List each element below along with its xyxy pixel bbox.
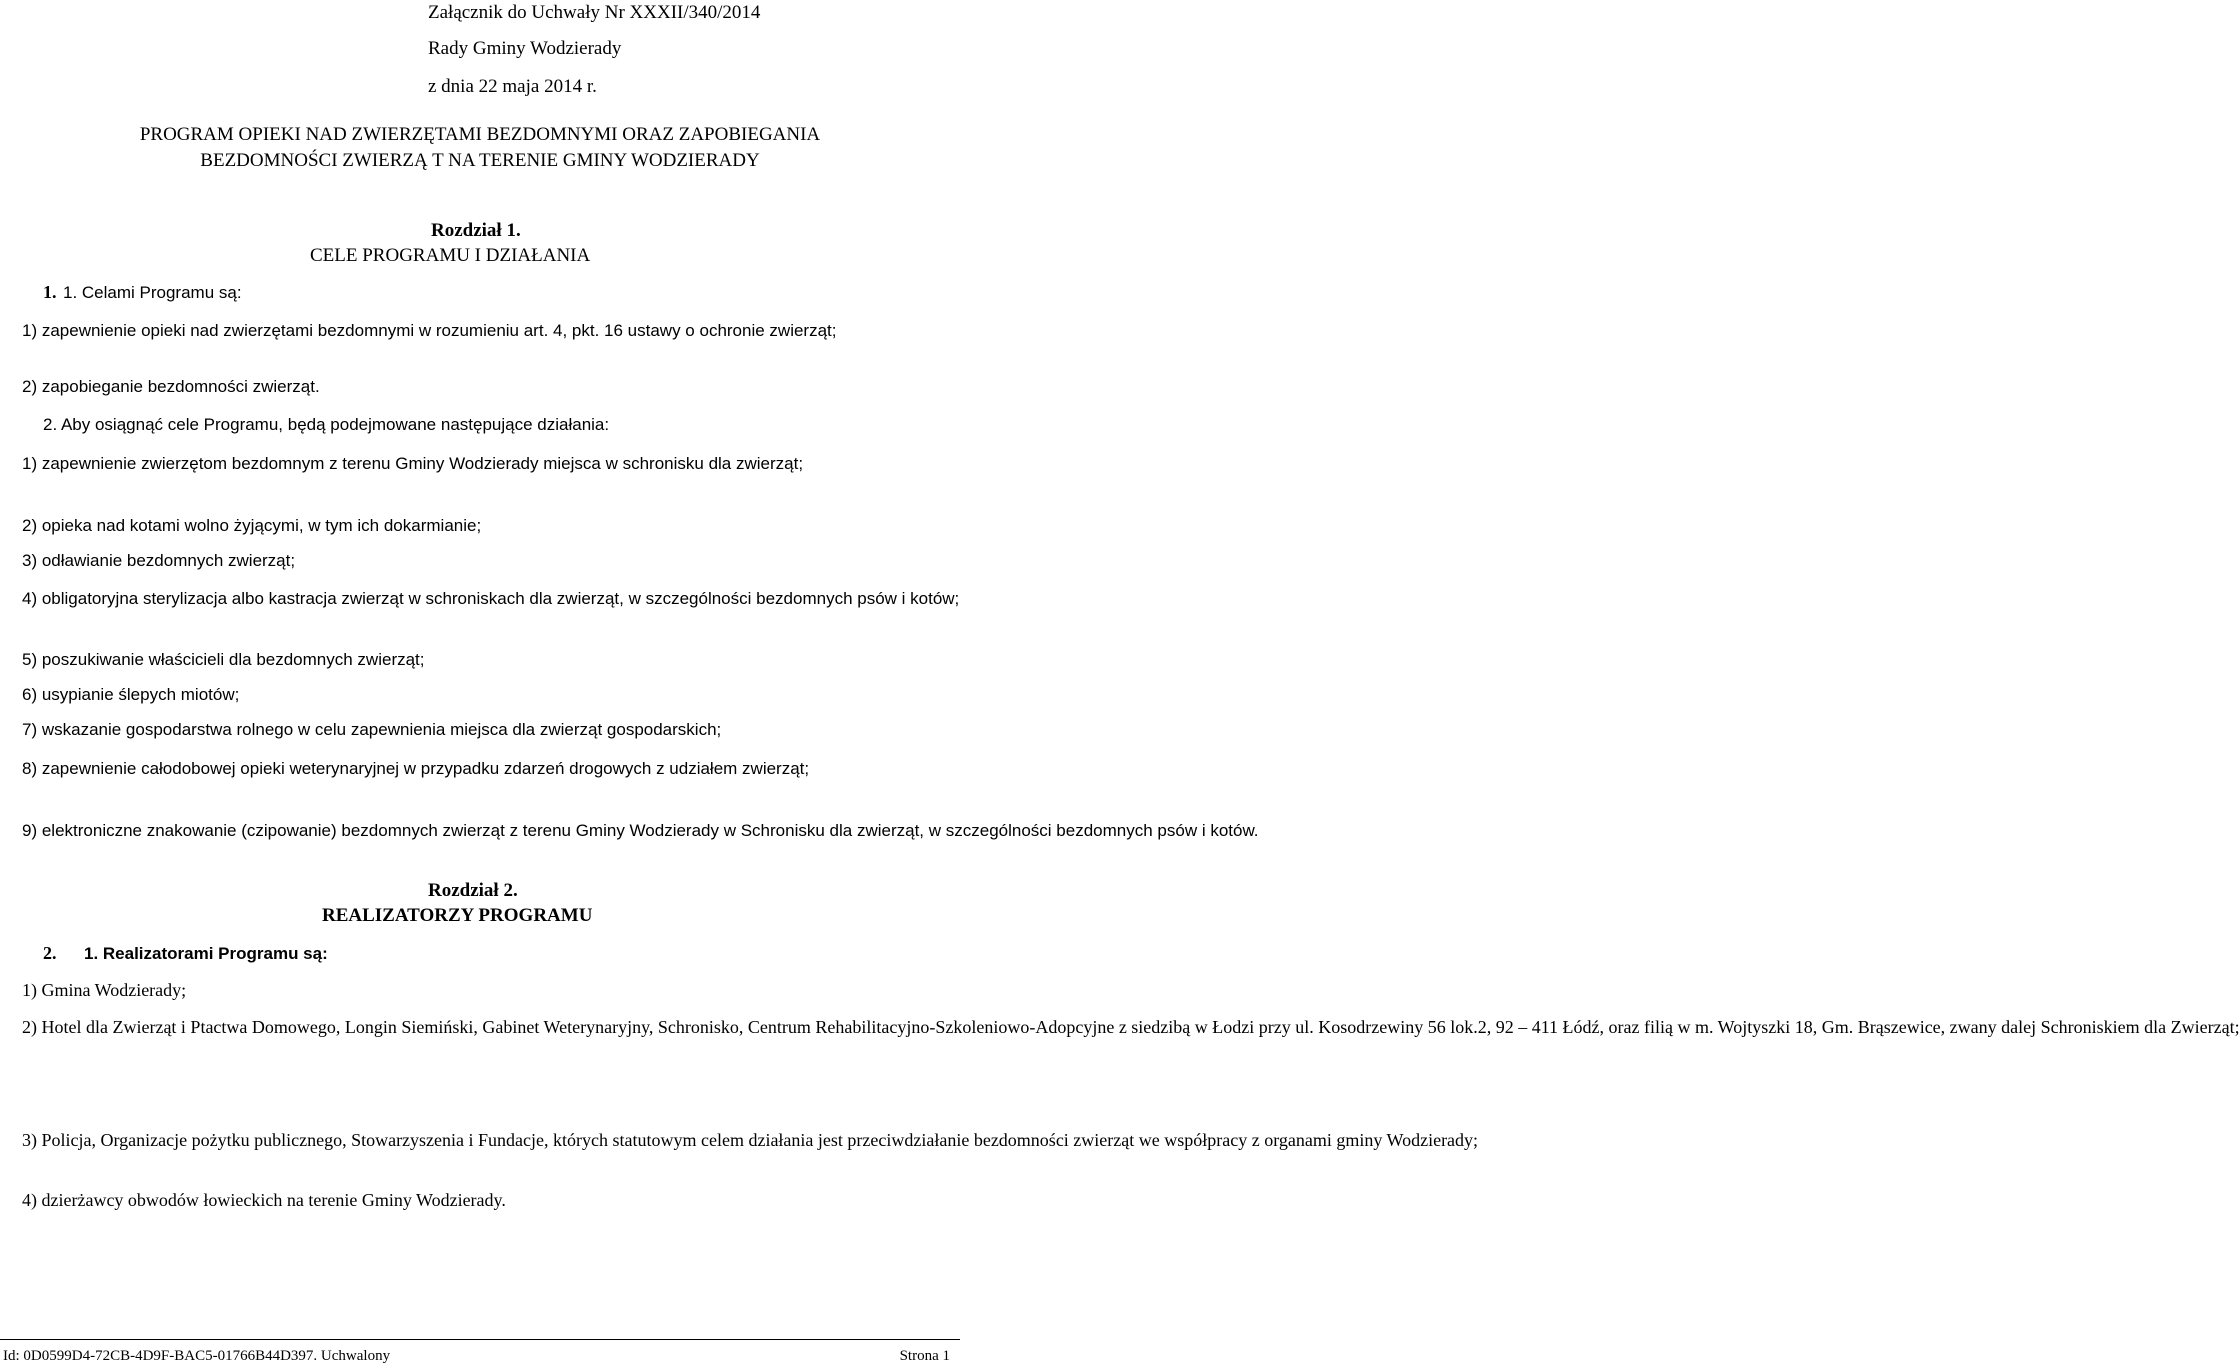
council-name: Rady Gminy Wodzierady	[428, 38, 622, 59]
chapter1-title: CELE PROGRAMU I DZIAŁANIA	[310, 245, 591, 266]
chapter2-label: Rozdział 2.	[428, 880, 518, 901]
section-2-number: 2.	[43, 943, 57, 963]
entity-item-1: 1) Gmina Wodzierady;	[22, 980, 187, 1000]
section-2-realizers-lead	[84, 943, 328, 964]
section-2-lead: 2. Aby osiągnąć cele Programu, będą podejmowane następujące działania:	[43, 415, 610, 434]
entity-item-3: 3) Policja, Organizacje pożytku publicznego, Stowarzyszenia i Fundacje, których statutowym celem działania jest przeciwdziałanie bezdomności zwierząt we współpracy z organami gminy Wodzierady;	[22, 1130, 1479, 1150]
entity-item-2: 2) Hotel dla Zwierząt i Ptactwa Domowego, Longin Siemiński, Gabinet Weterynaryjny, Schronisko, Centrum Rehabilitacyjno-Szkoleniowo-Adopcyjne z siedzibą w Łodzi przy ul. Kosodrzewiny 56 lok.2, 92 – 411 Łódź, oraz filią w m. Wojtyszki 18, Gm. Brąszewice, zwany dalej Schroniskiem dla Zwierząt;	[22, 1017, 2240, 1037]
section-1-lead: 1. Celami Programu są:	[63, 283, 242, 302]
section-1-number: 1.	[43, 282, 57, 302]
action-item-7: 7) wskazanie gospodarstwa rolnego w celu zapewnienia miejsca dla zwierząt gospodarskich;	[22, 720, 722, 739]
action-item-3: 3) odławianie bezdomnych zwierząt;	[22, 551, 296, 570]
resolution-date: z dnia 22 maja 2014 r.	[428, 76, 597, 97]
action-item-2: 2) opieka nad kotami wolno żyjącymi, w tym ich dokarmianie;	[22, 516, 482, 535]
action-item-5: 5) poszukiwanie właścicieli dla bezdomnych zwierząt;	[22, 650, 425, 669]
action-item-9: 9) elektroniczne znakowanie (czipowanie) bezdomnych zwierząt z terenu Gminy Wodzierady w Schronisku dla zwierząt, w szczególności bezdomnych psów i kotów.	[22, 821, 1259, 840]
goal-item-1: 1) zapewnienie opieki nad zwierzętami bezdomnymi w rozumieniu art. 4, pkt. 16 ustawy o ochronie zwierząt;	[22, 321, 837, 340]
entity-item-4: 4) dzierżawcy obwodów łowieckich na terenie Gminy Wodzierady.	[22, 1190, 506, 1210]
footer-divider	[0, 1339, 960, 1340]
document-id: Id: 0D0599D4-72CB-4D9F-BAC5-01766B44D397. Uchwalony	[3, 1348, 391, 1364]
action-item-8: 8) zapewnienie całodobowej opieki weterynaryjnej w przypadku zdarzeń drogowych z udziałem zwierząt;	[22, 759, 810, 778]
document-title-line2: BEZDOMNOŚCI ZWIERZĄ T NA TERENIE GMINY WODZIERADY	[200, 150, 760, 171]
action-item-6: 6) usypianie ślepych miotów;	[22, 685, 240, 704]
attachment-reference: Załącznik do Uchwały Nr XXXII/340/2014	[428, 2, 761, 23]
chapter2-title: REALIZATORZY PROGRAMU	[322, 905, 593, 926]
page-number: Strona 1	[899, 1348, 950, 1364]
section-2-realizers-lead-text: 1. Realizatorami Programu są:	[84, 944, 328, 963]
goal-item-2: 2) zapobieganie bezdomności zwierząt.	[22, 377, 320, 396]
action-item-4: 4) obligatoryjna sterylizacja albo kastracja zwierząt w schroniskach dla zwierząt, w szczególności bezdomnych psów i kotów;	[22, 589, 960, 608]
document-title-line1: PROGRAM OPIEKI NAD ZWIERZĘTAMI BEZDOMNYMI ORAZ ZAPOBIEGANIA	[139, 124, 821, 145]
chapter1-label: Rozdział 1.	[431, 220, 521, 241]
action-item-1: 1) zapewnienie zwierzętom bezdomnym z terenu Gminy Wodzierady miejsca w schronisku dla zwierząt;	[22, 454, 804, 473]
